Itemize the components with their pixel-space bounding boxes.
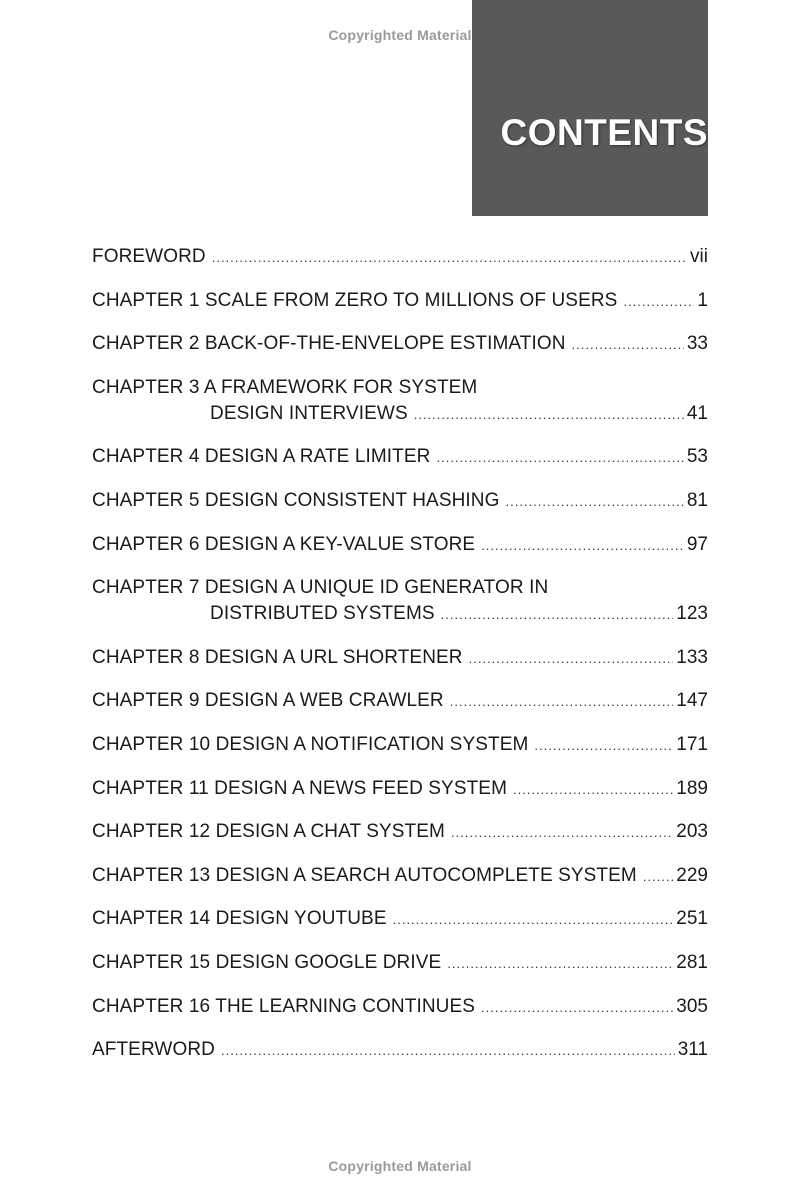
dot-leader bbox=[481, 533, 684, 559]
dot-leader bbox=[447, 951, 673, 977]
dot-leader bbox=[393, 907, 674, 933]
toc-entry-chapter-3[interactable] bbox=[92, 375, 708, 428]
toc-entry-page: 171 bbox=[676, 733, 708, 755]
toc-entry-page: 53 bbox=[686, 446, 708, 468]
toc-entry-title: FOREWORD bbox=[92, 246, 206, 267]
toc-entry-title-continued: DESIGN INTERVIEWS bbox=[210, 402, 408, 424]
dot-leader bbox=[414, 402, 684, 428]
dot-leader bbox=[623, 289, 694, 315]
toc-entry-page: 229 bbox=[676, 864, 708, 886]
toc-entry-page: 311 bbox=[677, 1039, 708, 1061]
toc-entry-chapter-10[interactable] bbox=[92, 732, 708, 759]
page-title: CONTENTS bbox=[500, 112, 708, 153]
dot-leader bbox=[221, 1038, 675, 1064]
toc-entry-title: CHAPTER 9 DESIGN A WEB CRAWLER bbox=[92, 690, 444, 712]
toc-entry-page: 203 bbox=[676, 821, 708, 843]
toc-entry-title: CHAPTER 3 A FRAMEWORK FOR SYSTEM bbox=[92, 376, 478, 398]
toc-entry-title: CHAPTER 2 BACK-OF-THE-ENVELOPE ESTIMATION bbox=[92, 333, 566, 355]
dot-leader bbox=[481, 995, 673, 1021]
toc-entry-title: CHAPTER 16 THE LEARNING CONTINUES bbox=[92, 995, 476, 1017]
toc-entry-chapter-1[interactable] bbox=[92, 288, 708, 315]
toc-entry-chapter-8[interactable] bbox=[92, 645, 708, 672]
toc-entry-afterword[interactable] bbox=[92, 1037, 708, 1064]
toc-entry-chapter-13[interactable] bbox=[92, 863, 708, 890]
toc-entry-chapter-12[interactable] bbox=[92, 819, 708, 846]
toc-entry-chapter-16[interactable] bbox=[92, 994, 708, 1021]
toc-entry-title: CHAPTER 10 DESIGN A NOTIFICATION SYSTEM bbox=[92, 733, 529, 755]
copyright-watermark-bottom: Copyrighted Material bbox=[328, 1158, 472, 1174]
toc-entry-page: 1 bbox=[697, 289, 708, 311]
toc-entry-chapter-5[interactable] bbox=[92, 488, 708, 515]
toc-entry-page: 123 bbox=[676, 603, 708, 625]
toc-entry-chapter-7[interactable] bbox=[92, 575, 708, 628]
toc-entry-page: 97 bbox=[686, 533, 708, 555]
toc-entry-page: 133 bbox=[676, 646, 708, 668]
toc-entry-page: 281 bbox=[676, 951, 708, 973]
toc-entry-page: vii bbox=[690, 246, 708, 267]
toc-entry-title: CHAPTER 7 DESIGN A UNIQUE ID GENERATOR IN bbox=[92, 577, 549, 599]
toc-entry-page: 41 bbox=[686, 402, 708, 424]
toc-entry-page: 33 bbox=[686, 333, 708, 355]
dot-leader bbox=[437, 445, 684, 471]
toc-entry-chapter-4[interactable] bbox=[92, 444, 708, 471]
toc-entry-title: CHAPTER 4 DESIGN A RATE LIMITER bbox=[92, 446, 431, 468]
toc-entry-title-continued: DISTRIBUTED SYSTEMS bbox=[210, 603, 435, 625]
toc-entry-chapter-2[interactable] bbox=[92, 331, 708, 358]
toc-entry-page: 81 bbox=[686, 489, 708, 511]
dot-leader bbox=[506, 489, 684, 515]
dot-leader bbox=[572, 332, 684, 358]
toc-entry-page: 147 bbox=[676, 690, 708, 712]
toc-entry-chapter-14[interactable] bbox=[92, 906, 708, 933]
dot-leader bbox=[450, 689, 674, 715]
toc-entry-chapter-9[interactable] bbox=[92, 688, 708, 715]
toc-entry-title: CHAPTER 5 DESIGN CONSISTENT HASHING bbox=[92, 489, 500, 511]
dot-leader bbox=[469, 646, 674, 672]
toc-entry-title: CHAPTER 8 DESIGN A URL SHORTENER bbox=[92, 646, 463, 668]
toc-entry-title: CHAPTER 12 DESIGN A CHAT SYSTEM bbox=[92, 821, 445, 843]
toc-entry-title: CHAPTER 1 SCALE FROM ZERO TO MILLIONS OF USERS bbox=[92, 289, 618, 311]
toc-entry-chapter-11[interactable] bbox=[92, 776, 708, 803]
dot-leader bbox=[441, 602, 674, 628]
toc-entry-title: AFTERWORD bbox=[92, 1039, 215, 1061]
toc-entry-chapter-6[interactable] bbox=[92, 532, 708, 559]
dot-leader bbox=[451, 820, 673, 846]
toc-entry-title: CHAPTER 14 DESIGN YOUTUBE bbox=[92, 908, 387, 930]
toc-entry-chapter-15[interactable] bbox=[92, 950, 708, 977]
toc-entry-title: CHAPTER 11 DESIGN A NEWS FEED SYSTEM bbox=[92, 777, 508, 799]
copyright-watermark-top: Copyrighted Material bbox=[328, 27, 472, 43]
toc-entry-page: 305 bbox=[676, 995, 708, 1017]
contents-header-block bbox=[472, 0, 708, 216]
dot-leader bbox=[513, 777, 673, 803]
toc-entry-page: 189 bbox=[676, 777, 708, 799]
toc-entry-title: CHAPTER 6 DESIGN A KEY-VALUE STORE bbox=[92, 533, 476, 555]
table-of-contents bbox=[92, 244, 708, 1081]
dot-leader bbox=[643, 864, 673, 890]
toc-entry-title: CHAPTER 13 DESIGN A SEARCH AUTOCOMPLETE SYSTEM bbox=[92, 864, 637, 886]
toc-entry-page: 251 bbox=[676, 908, 708, 930]
toc-entry-title: CHAPTER 15 DESIGN GOOGLE DRIVE bbox=[92, 951, 442, 973]
dot-leader bbox=[212, 245, 687, 271]
toc-entry-foreword[interactable] bbox=[92, 244, 708, 271]
dot-leader bbox=[534, 733, 673, 759]
